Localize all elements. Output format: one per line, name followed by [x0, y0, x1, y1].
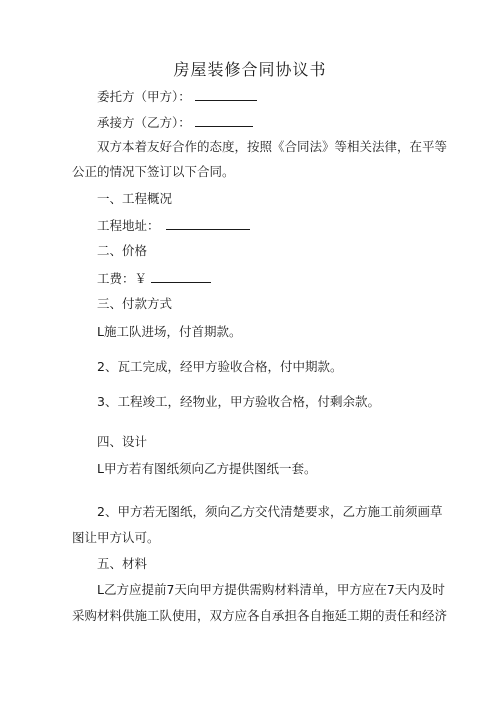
client-label: 委托方（甲方）：	[97, 89, 191, 104]
design-item-2-line-1: 2、甲方若无图纸，须向乙方交代清楚要求，乙方施工前须画草	[97, 504, 443, 519]
section-4-heading: 四、设计	[97, 434, 148, 449]
section-1-heading: 一、工程概况	[97, 191, 173, 206]
section-5-heading: 五、材料	[97, 556, 148, 571]
payment-item-2: 2、瓦工完成，经甲方验收合格，付中期款。	[97, 359, 343, 374]
client-blank	[195, 88, 257, 101]
material-item-1-line-2: 采购材料供施工队使用，双方应各自承担各自拖延工期的责任和经济	[72, 608, 448, 623]
client-line	[97, 88, 257, 105]
intro-line-1: 双方本着友好合作的态度，按照《合同法》等相关法律，在平等	[97, 139, 448, 154]
contractor-line	[97, 114, 253, 131]
fee-blank	[151, 270, 211, 283]
section-3-heading: 三、付款方式	[97, 296, 173, 311]
payment-item-3: 3、工程竣工，经物业，甲方验收合格，付剩余款。	[97, 394, 380, 409]
contractor-label: 承接方（乙方）：	[97, 115, 191, 130]
section-2-heading: 二、价格	[97, 243, 148, 258]
contractor-blank	[195, 114, 253, 127]
address-label: 工程地址：	[97, 218, 160, 233]
fee-label: 工费：￥	[97, 271, 148, 286]
fee-line	[97, 270, 211, 287]
payment-item-1: L施工队进场，付首期款。	[97, 324, 242, 339]
address-line	[97, 217, 250, 234]
design-item-1: L甲方若有图纸须向乙方提供图纸一套。	[97, 461, 317, 476]
material-item-1-line-1: L乙方应提前7天向甲方提供需购材料清单，甲方应在7天内及时	[97, 582, 445, 597]
address-blank	[166, 217, 250, 230]
document-title: 房屋装修合同协议书	[173, 60, 327, 79]
design-item-2-line-2: 图让甲方认可。	[72, 530, 160, 545]
intro-line-2: 公正的情况下签订以下合同。	[72, 164, 235, 179]
